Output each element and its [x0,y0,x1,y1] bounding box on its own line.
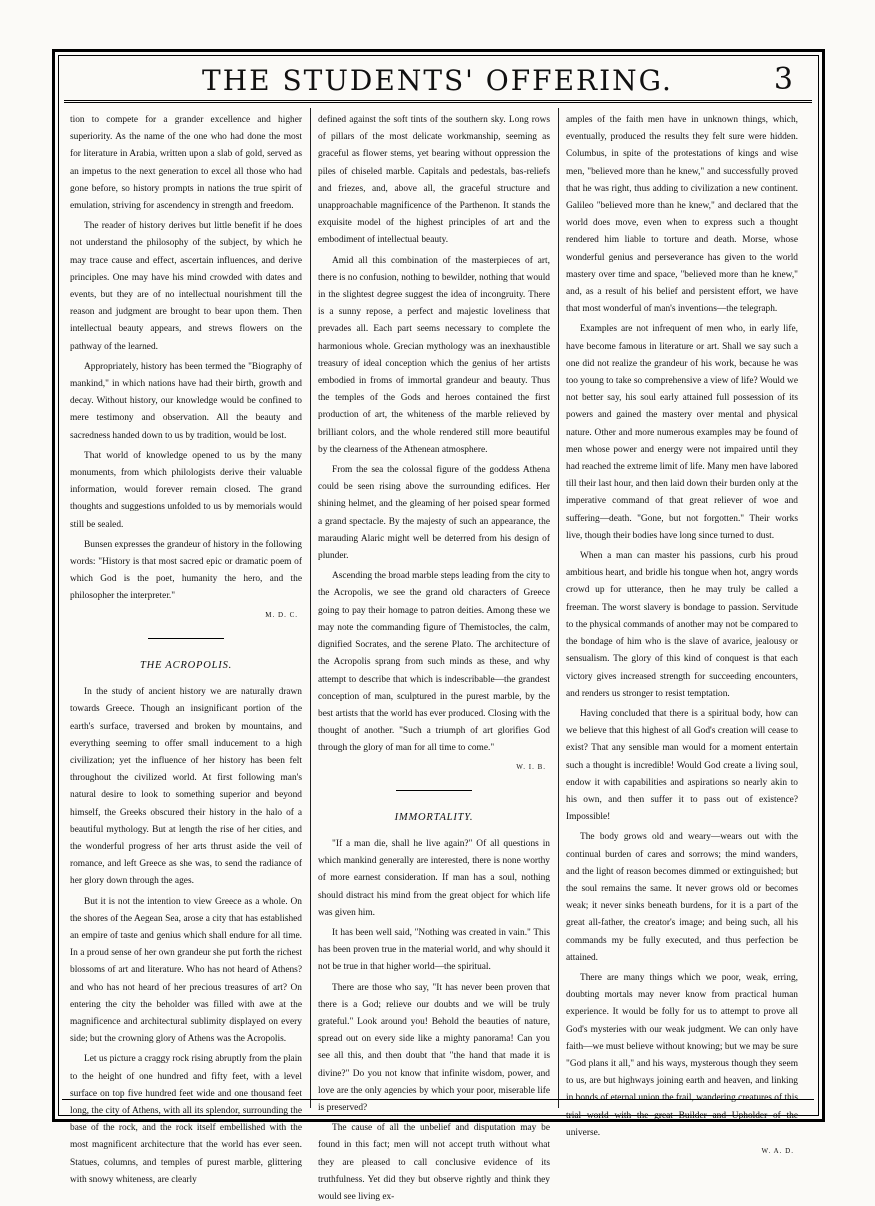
paragraph: It has been well said, "Nothing was created in vain." This has been proven true in the material world, and why should it not be true in that higher world—the spiritual. [318,927,550,973]
paragraph: When a man can master his passions, curb his proud ambitious heart, and bridle his tongue when hot, angry words crowd up for utterance, then he may truly be called a freeman. The worst slavery is bondage to passion. Servitude to the physical commands of another may not be compared to the bondage of him who is the slave of avarice, jealousy or sensualism. The glory of this kind of conquest is that each victory gives increased strength for succeeding encounters, and renders us stronger to resist temptation. [566,551,798,699]
paragraph: amples of the faith men have in unknown things, which, eventually, produced the results they felt sure were hidden. Columbus, in spite of the protestations of kings and wise men, "believed more than he knew," and successfully proved that he was right, thus adding to civilization a new continent. Galileo "believed more than he knew," and declared that the world does move, even when to express such a thought rendered him liable to torture and death. Morse, whose wonderful genius and perseverance has given to the world mastery over time and space, "believed more than he knew," and, as a result of his belief and persistent effort, we have that most wonderful of man's inventions—the telegraph. [566,115,798,315]
paragraph: From the sea the colossal figure of the goddess Athena could be seen rising above the surrounding edifices. Her shining helmet, and the gleaming of her poised spear formed a grand spectacle. By the majesty of such an appearance, the marauding Alaric might well be deterred from his design of plunder. [318,465,550,562]
paragraph: The body grows old and weary—wears out with the continual burden of cares and sorrows; the mind wanders, and the light of reason becomes dimmed or extinguished; but the soul remains the same. It never grows old or becomes weak; it never sinks beneath burdens, for it is a part of the great all-father, the creator's image; and being such, all his commands my be fully executed, and thus perfection be attained. [566,832,798,963]
paragraph: But it is not the intention to view Greece as a whole. On the shores of the Aegean Sea, arose a city that has established an empire of taste and genius which shall endure for all time. In a proud sense of her own grandeur she put forth the richest blossoms of art and literature. Who has not heard of Athens? and who has not heard of her precious treasures of art? On entering the city the beholder was filled with awe at the magnificence and architectural sublimity displayed on every side; but the crowning glory of Athens was the Acropolis. [70,896,302,1045]
paragraph: Appropriately, history has been termed the "Biography of mankind," in which nations have had their birth, growth and decay. Without history, our knowledge would be confined to mere testimony and observation. All the beauty and sacredness handed down to us by tradition, would be lost. [70,361,302,441]
section-separator [396,790,472,791]
author-signature: W. A. D. [761,1146,794,1155]
paragraph: Ascending the broad marble steps leading from the city to the Acropolis, we see the grand old characters of Greece going to pay their homage to patron deities. Among these we may note the commanding figure of Themistocles, the calm, dignified Socrates, and the serene Plato. The architecture of the Acropolis sprang from such minds as these, and why attempt to describe that which is indescribable—the grandest conception of man, sculptured in the purest marble, by the best artists that the world has ever produced. Closing with the thought of another. "Such a triumph of art glorifies God through the glory of man for all time to come." [318,571,550,754]
footer-rule [62,1099,814,1100]
paragraph: Bunsen expresses the grandeur of history in the following words: "History is that most sacred epic or dramatic poem of which God is the poet, humanity the hero, and the philosopher the interpreter." [70,539,302,602]
section-separator [148,638,224,639]
article-heading: THE ACROPOLIS. [139,659,233,671]
paragraph: The cause of all the unbelief and disputation may be found in this fact; men will not accept truth without what they are pleased to call conclusive evidence of its truthfulness. Yet did they but observe rightly and think they would see living ex- [318,1123,550,1202]
paragraph: There are those who say, "It has never been proven that there is a God; relieve our doubts and we will be truly grateful." Look around you! Behold the beauties of nature, spread out on every side like a mighty panorama! Can you see all this, and then doubt that "the hand that made it is divine?" Do you not know that infinite wisdom, power, and love are the only agencies by which your poor, miserable life is preserved? [318,982,550,1113]
paragraph: tion to compete for a grander excellence and higher superiority. As the name of the one who had done the most for literature in Arabia, written upon a slab of gold, served as an impetus to the next generation to excel all those who had gone before, so history prompts in nations the true spirit of emulation, striving for ascendency in strength and freedom. [70,115,302,212]
article-heading: IMMORTALITY. [394,811,474,823]
paragraph: Amid all this combination of the masterpieces of art, there is no confusion, nothing to bewilder, nothing that would in the slightest degree suggest the idea of incongruity. There is a sunny repose, a perfect and majestic loveliness that prevades all. Each part seems necessary to complete the harmonious whole. Grecian mythology was an inexhaustible treasury of ideal conception which the genius of her artists embodied in froms of immortal grandeur and beauty. Thus the temples of the Gods and heroes contained the first production of art, the whiteness of the marble relieved by brilliant colors, and the whole rendered still more beautiful by the clearness of the Athenean atmosphere. [318,255,550,455]
paragraph: Having concluded that there is a spiritual body, how can we believe that this highest of all God's creation will cease to exist? That any sensible man would for a moment entertain such a thought is incredible! Would God create a living soul, endow it with capabilities and aspirations so nearly akin to his own, and then suffer it to pass out of existence? Impossible! [566,708,798,823]
paragraph: There are many things which we poor, weak, erring, doubting mortals may never know from practical human experience. It would be folly for us to attempt to prove all God's mysteries with our weak judgment. We can only have faith—we must believe without knowing; but we may be sure "God plans it all," and his ways, mysterous though they seem to us, are but highways joining earth and heaven, and linking in bonds of eternal union the frail, wandering creatures of this trial world with the great Builder and Upholder of the universe. [566,972,798,1138]
masthead-title: THE STUDENTS' OFFERING. [202,64,673,97]
paragraph: defined against the soft tints of the southern sky. Long rows of pillars of the most delicate workmanship, seeming as graceful as flower stems, yet bearing without oppression the piles of chiseled marble. Capitals and pedestals, bas-reliefs and friezes, and, above all, the graceful structure and unapproachable magnificence of the Parthenon. It stands the exquisite model of the highest principles of art and the embodiment of intellectual beauty. [318,115,550,246]
paragraph: Examples are not infrequent of men who, in early life, have become famous in literature or art. Shall we say such a one did not realize the grandeur of his work, because he was too young to take so comprehensive a view of life? Would we not better say, his soul early attained full possession of its powers and gained the mastery over mental and physical nature. Other and more numerous examples may be found of men whose power and energy were not impaired until they had reached the extreme limit of life. Many men have labored till their last hour, and then laid down their burden only at the imperative command of that great reliever of woe and suffering—death. "Gone, but not forgotten." Their works live, though their bodies have long since turned to dust. [566,324,798,541]
column-divider [558,108,559,1108]
column-divider [310,108,311,1108]
paragraph: That world of knowledge opened to us by the many monuments, from which philologists derive their valuable information, would forever remain closed. The grand thoughts and suggestions unfolded to us by memorials would still be sealed. [70,450,302,530]
masthead [60,60,815,100]
page-number: 3 [773,62,793,97]
author-signature: M. D. C. [265,610,298,619]
author-signature: W. I. B. [516,762,546,771]
column-1 [70,112,302,1185]
paragraph: Let us picture a craggy rock rising abruptly from the plain to the height of one hundred and fifty feet, with a level surface on top five hundred feet wide and one thousand feet long, the city of Athens, with all its splendor, surrounding the base of the rock, and the rock itself embellished with the most magnificent architecture that the world has ever seen. Statues, columns, and temples of purest marble, glittering with snowy whiteness, are clearly [70,1054,302,1185]
paragraph: In the study of ancient history we are naturally drawn towards Greece. Though an insignificant portion of the earth's surface, traversed and broken by mountains, and everything seeming to offer small inducement to a high civilization; yet the influence of her history has been felt throughout the civilized world. At first following man's natural desire to look to something superior and beyond himself, the Greeks obscured their history in the halo of a beautiful mythology. But at length the rise of her cities, and the wonderful progress of her arts thrust aside the veil of romance, and left Greece as she was, to send the radiance of her glory down through the ages. [70,687,302,887]
column-3 [566,112,798,1155]
paragraph: "If a man die, shall he live again?" Of all questions in which mankind generally are interested, there is none worthy of more earnest consideration. If man has a soul, nothing should distract his mind from the great object for which life was given him. [318,838,550,918]
column-2 [318,112,550,1202]
paragraph: The reader of history derives but little benefit if he does not understand the philosophy of the subject, by which he may trace cause and effect, ascertain influences, and derive principles. One may have his mind crowded with dates and events, but they are of no intellectual nourishment till the reason and judgment are brought to bear upon them. Then intellectual beauty appears, and strews flowers on the pathway of the learned. [70,221,302,352]
masthead-rule [64,100,812,103]
